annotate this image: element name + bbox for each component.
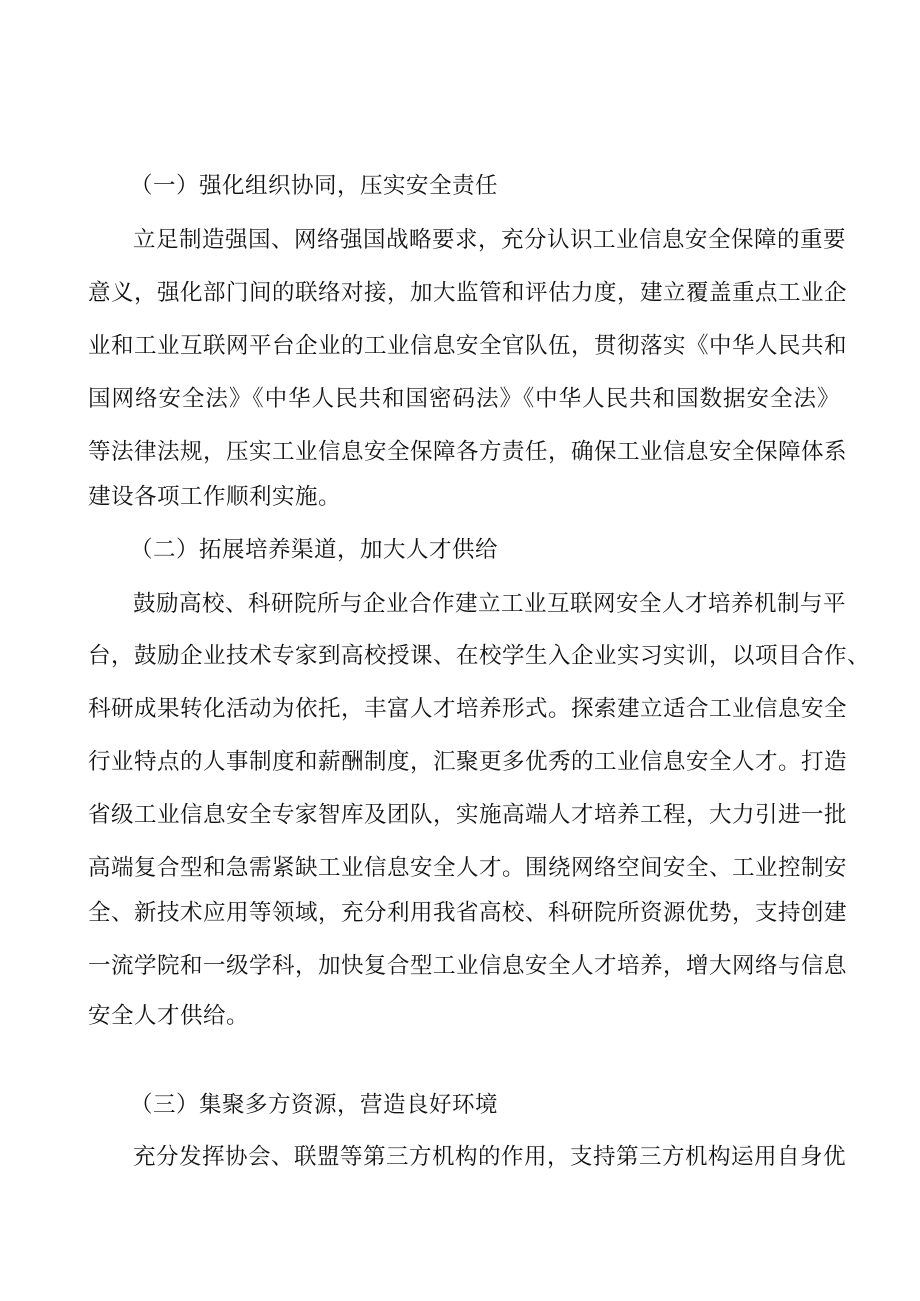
section-2-line-9: 安全人才供给。 bbox=[88, 1003, 250, 1029]
section-2-line-6: 高端复合型和急需紧缺工业信息安全人才。围绕网络空间安全、工业控制安 bbox=[88, 855, 848, 881]
section-3-line-1: 充分发挥协会、联盟等第三方机构的作用，支持第三方机构运用自身优 bbox=[133, 1144, 847, 1170]
section-2-line-8: 一流学院和一级学科，加快复合型工业信息安全人才培养，增大网络与信息 bbox=[88, 953, 848, 979]
section-2-line-5: 省级工业信息安全专家智库及团队，实施高端人才培养工程，大力引进一批 bbox=[88, 802, 848, 828]
section-2-line-7: 全、新技术应用等领域，充分利用我省高校、科研院所资源优势，支持创建 bbox=[88, 900, 848, 926]
section-2-line-4: 行业特点的人事制度和薪酬制度，汇聚更多优秀的工业信息安全人才。打造 bbox=[88, 749, 848, 775]
section-1-line-2: 意义，强化部门间的联络对接，加大监管和评估力度，建立覆盖重点工业企 bbox=[88, 280, 848, 306]
section-1-line-6: 建设各项工作顺利实施。 bbox=[88, 484, 342, 510]
section-2-line-1: 鼓励高校、科研院所与企业合作建立工业互联网安全人才培养机制与平 bbox=[133, 591, 847, 617]
section-3-heading: （三）集聚多方资源，营造良好环境 bbox=[130, 1092, 499, 1118]
section-2-line-3: 科研成果转化活动为依托，丰富人才培养形式。探索建立适合工业信息安全 bbox=[88, 696, 848, 722]
section-1-line-1: 立足制造强国、网络强国战略要求，充分认识工业信息安全保障的重要 bbox=[133, 227, 847, 253]
section-1-line-3: 业和工业互联网平台企业的工业信息安全官队伍，贯彻落实《中华人民共和 bbox=[88, 333, 848, 359]
section-1-line-4: 国网络安全法》《中华人民共和国密码法》《中华人民共和国数据安全法》 bbox=[88, 386, 840, 412]
section-2-heading: （二）拓展培养渠道，加大人才供给 bbox=[130, 537, 499, 563]
section-1-line-5: 等法律法规，压实工业信息安全保障各方责任，确保工业信息安全保障体系 bbox=[88, 439, 848, 465]
section-1-heading: （一）强化组织协同，压实安全责任 bbox=[130, 173, 499, 199]
section-2-line-2: 台，鼓励企业技术专家到高校授课、在校学生入企业实习实训，以项目合作、 bbox=[88, 643, 871, 669]
